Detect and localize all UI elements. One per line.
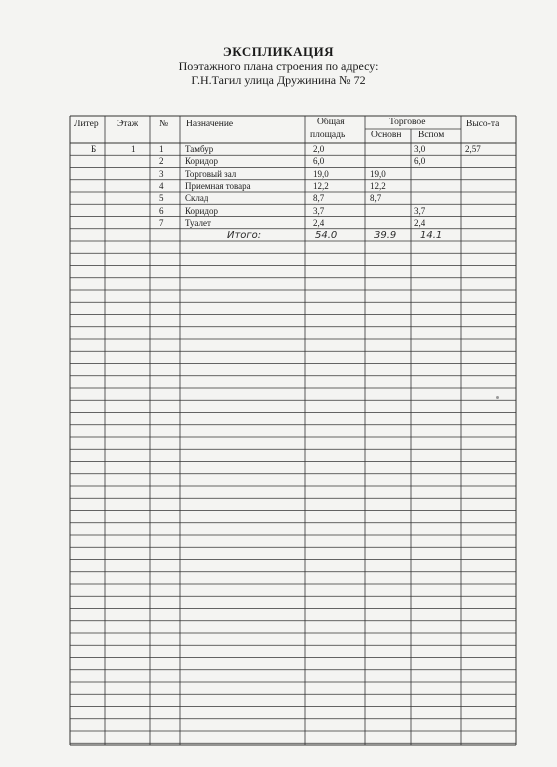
header-floor: Этаж xyxy=(117,120,139,129)
row-4-number: 4 xyxy=(159,182,164,191)
row-3-name: Торговый зал xyxy=(185,170,237,179)
row-1-aux: 3,0 xyxy=(414,145,426,154)
row-1-total: 2,0 xyxy=(313,145,325,154)
row-3-number: 3 xyxy=(159,170,164,179)
header-name: Назначение xyxy=(186,120,234,129)
row-5-main: 8,7 xyxy=(370,194,382,203)
row-4-name: Приемная товара xyxy=(185,182,251,191)
header-trade: Торговое xyxy=(389,118,426,127)
totals-total: 54.0 xyxy=(315,230,338,241)
header-aux: Вспом xyxy=(418,131,445,140)
row-7-number: 7 xyxy=(159,219,164,228)
row-4-main: 12,2 xyxy=(370,182,386,191)
row-2-number: 2 xyxy=(159,157,164,166)
row-7-name: Туалет xyxy=(185,219,211,228)
row-1-number: 1 xyxy=(159,145,164,154)
row-7-total: 2,4 xyxy=(313,219,325,228)
row-2-total: 6,0 xyxy=(313,157,325,166)
row-6-name: Коридор xyxy=(185,207,218,216)
row-3-main: 19,0 xyxy=(370,170,386,179)
speck-mark xyxy=(496,396,499,399)
row-1-liter: Б xyxy=(91,145,97,154)
row-6-total: 3,7 xyxy=(313,207,325,216)
subtitle-line-2: Г.Н.Тагил улица Дружинина № 72 xyxy=(191,73,366,87)
row-5-number: 5 xyxy=(159,194,164,203)
row-7-aux: 2,4 xyxy=(414,219,426,228)
row-4-total: 12,2 xyxy=(313,182,329,191)
row-1-floor: 1 xyxy=(131,145,136,154)
row-6-number: 6 xyxy=(159,207,164,216)
row-2-aux: 6,0 xyxy=(414,157,426,166)
header-total-area-1: Общая xyxy=(317,118,345,127)
row-1-name: Тамбур xyxy=(185,145,214,154)
header-liter: Литер xyxy=(74,120,99,129)
row-1-height: 2,57 xyxy=(465,145,481,154)
header-height: Высо-та xyxy=(466,120,500,129)
header-total-area-2: площадь xyxy=(310,131,346,140)
header-main: Основн xyxy=(371,131,402,140)
totals-label: Итого: xyxy=(227,230,262,241)
row-6-aux: 3,7 xyxy=(414,207,426,216)
row-3-total: 19,0 xyxy=(313,170,329,179)
subtitle-line-1: Поэтажного плана строения по адресу: xyxy=(178,59,379,73)
totals-aux: 14.1 xyxy=(420,230,443,241)
row-2-name: Коридор xyxy=(185,157,218,166)
row-5-name: Склад xyxy=(185,194,209,203)
totals-main: 39.9 xyxy=(374,230,397,241)
row-5-total: 8,7 xyxy=(313,194,325,203)
document-title: ЭКСПЛИКАЦИЯ xyxy=(222,44,335,59)
header-number: № xyxy=(159,120,169,129)
